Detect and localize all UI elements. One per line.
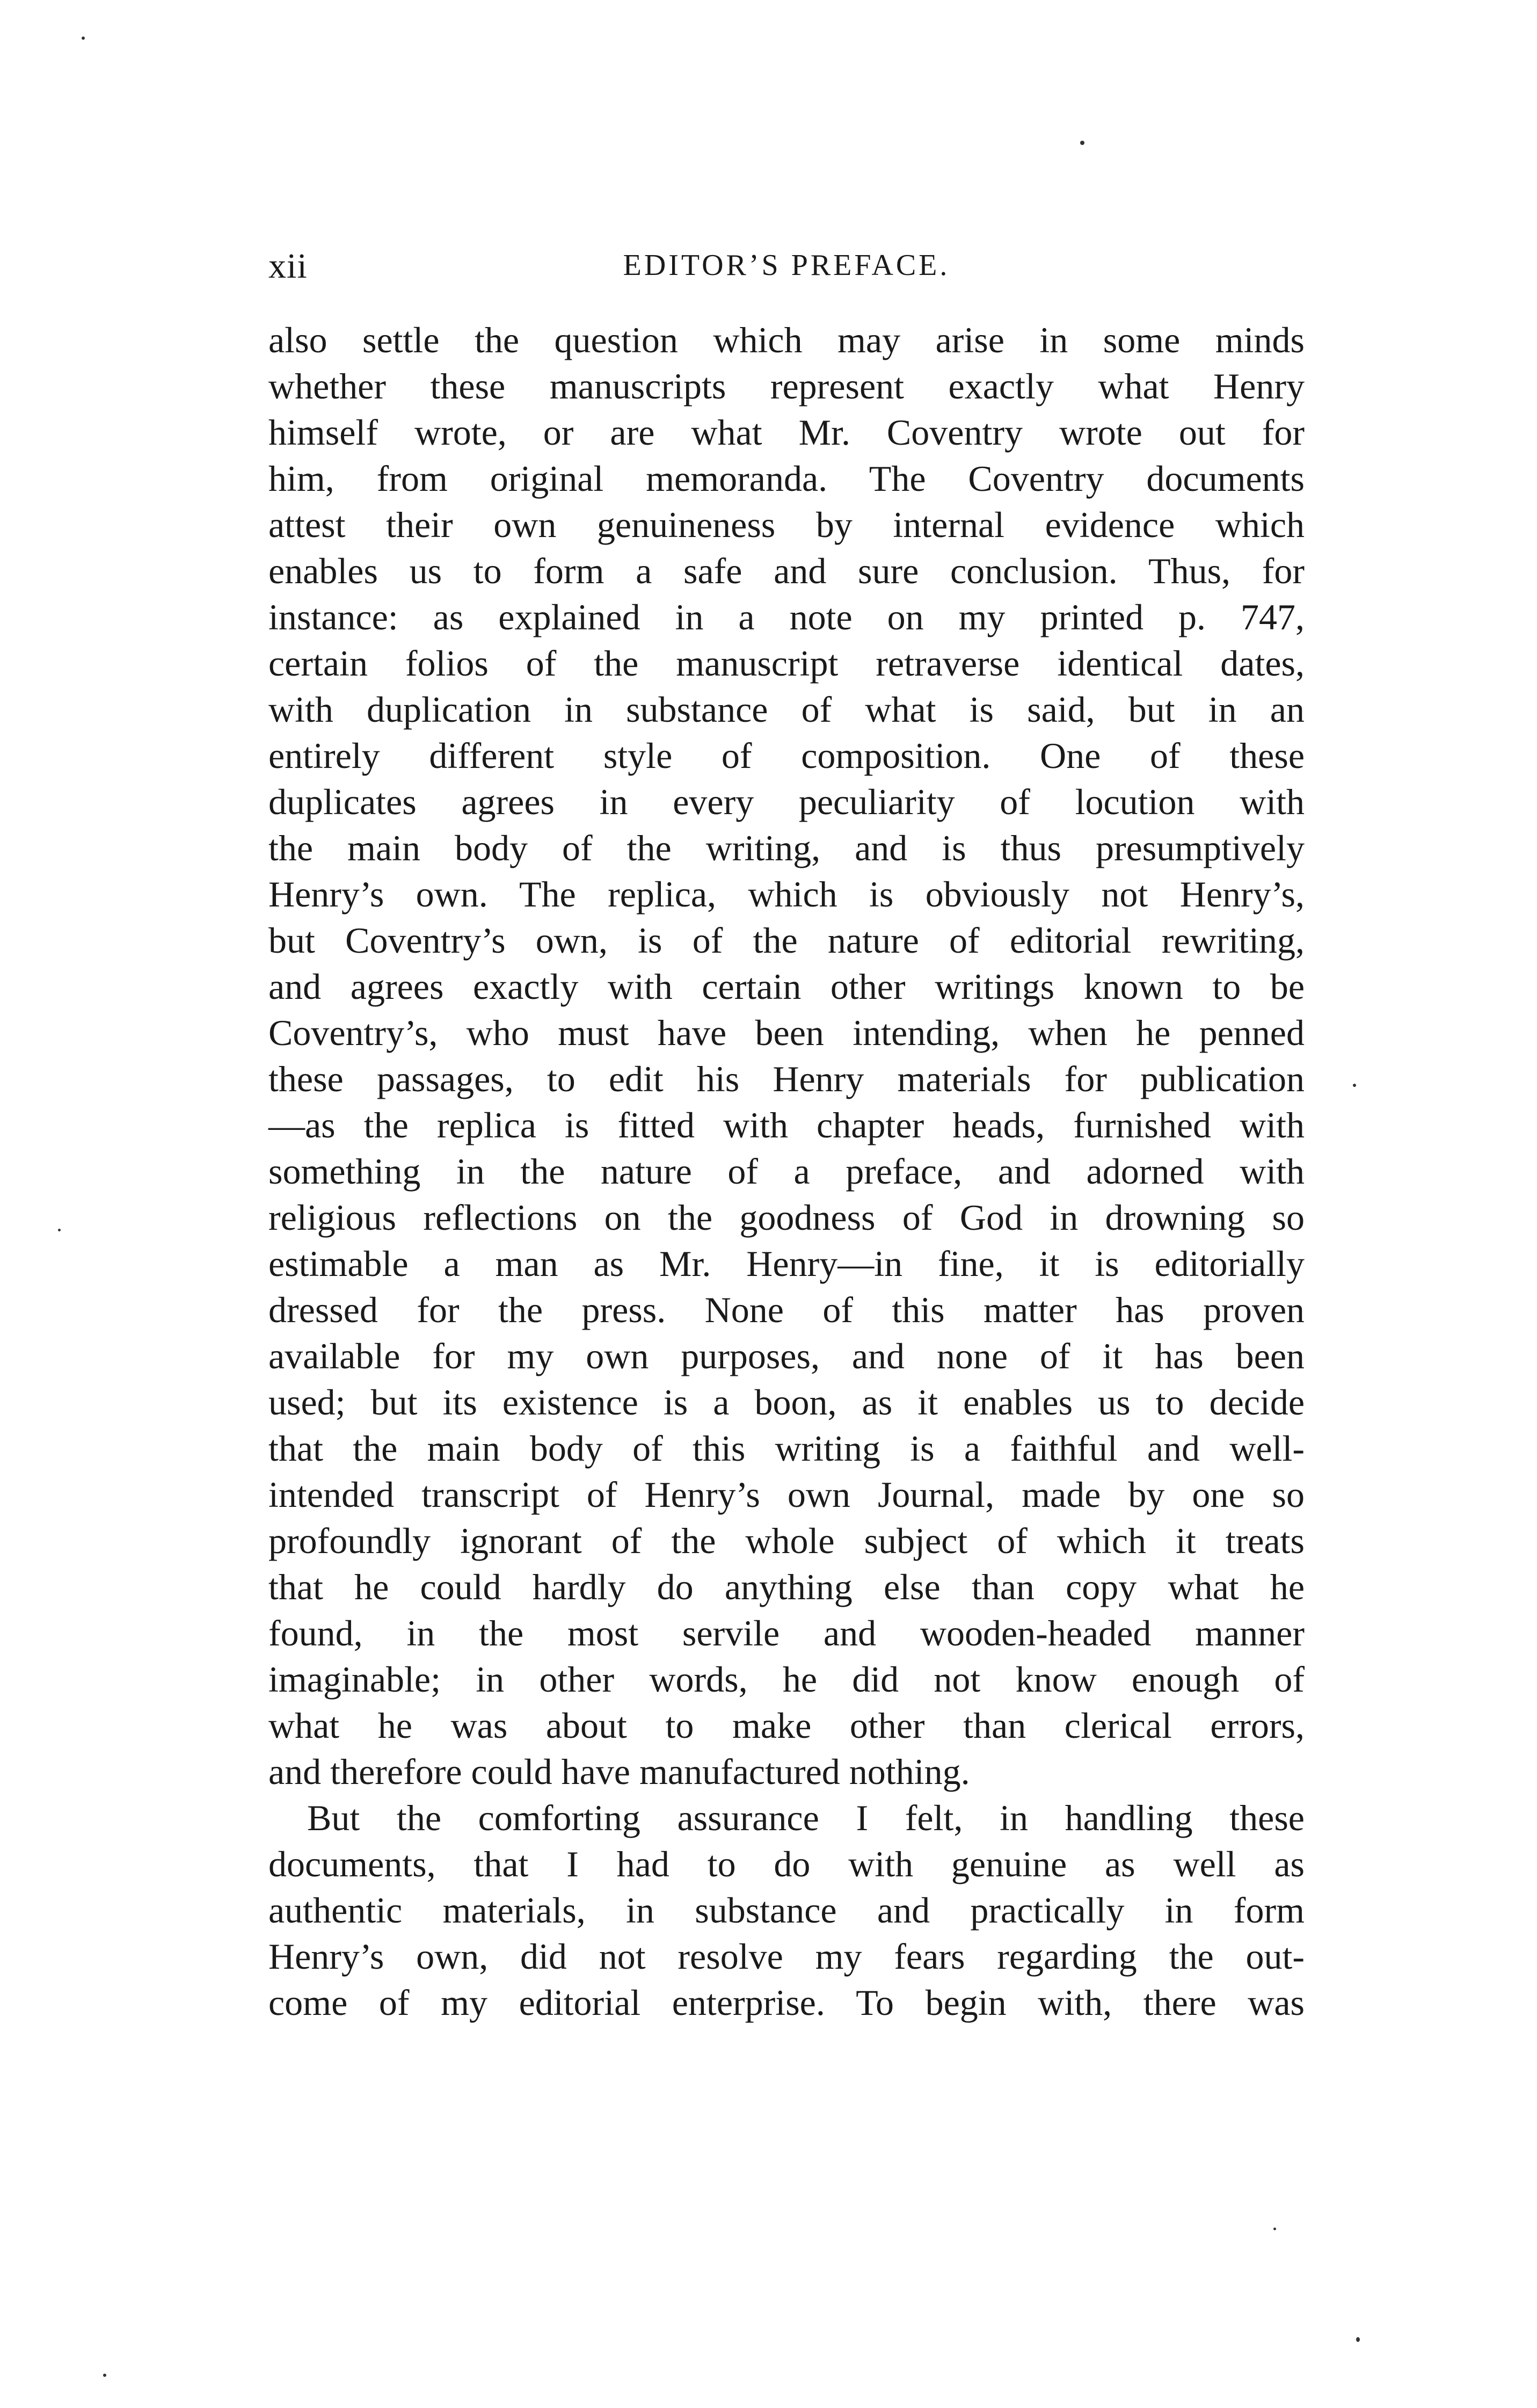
scan-speck xyxy=(58,1229,61,1231)
text-line: himself wrote, or are what Mr. Coventry wrote out for xyxy=(268,412,1305,453)
text-line: used; but its existence is a boon, as it enables us to decide xyxy=(268,1382,1305,1423)
text-line: Henry’s own. The replica, which is obviously not Henry’s, xyxy=(268,874,1305,915)
text-line: and therefore could have manufactured nothing. xyxy=(268,1751,970,1792)
scan-speck xyxy=(82,37,85,40)
text-line: that he could hardly do anything else than copy what he xyxy=(268,1566,1305,1607)
text-line: instance: as explained in a note on my printed p. 747, xyxy=(268,597,1305,637)
scan-speck xyxy=(1273,2228,1276,2230)
text-line: imaginable; in other words, he did not know enough of xyxy=(268,1659,1305,1700)
text-line: him, from original memoranda. The Coventry documents xyxy=(268,458,1305,499)
text-line: with duplication in substance of what is said, but in an xyxy=(268,689,1305,730)
body-text xyxy=(268,317,1305,2026)
text-line: enables us to form a safe and sure conclusion. Thus, for xyxy=(268,550,1305,591)
text-line: but Coventry’s own, is of the nature of editorial rewriting, xyxy=(268,920,1305,961)
scan-speck xyxy=(103,2374,106,2377)
text-line: Henry’s own, did not resolve my fears regarding the out- xyxy=(268,1936,1305,1977)
text-line: that the main body of this writing is a faithful and well- xyxy=(268,1428,1305,1469)
text-line: come of my editorial enterprise. To begin with, there was xyxy=(268,1982,1305,2023)
text-line: estimable a man as Mr. Henry—in fine, it is editorially xyxy=(268,1243,1305,1284)
text-line: available for my own purposes, and none of it has been xyxy=(268,1336,1305,1376)
paragraph-2 xyxy=(268,1795,1305,2026)
text-line: —as the replica is fitted with chapter heads, furnished with xyxy=(268,1105,1305,1145)
scan-speck xyxy=(1080,141,1084,145)
text-line: entirely different style of composition. One of these xyxy=(268,735,1305,776)
text-line: certain folios of the manuscript retraverse identical dates, xyxy=(268,643,1305,684)
running-head: EDITOR’S PREFACE. xyxy=(623,249,950,282)
text-line: attest their own genuineness by internal evidence which xyxy=(268,504,1305,545)
paragraph-1 xyxy=(268,317,1305,1795)
text-line: profoundly ignorant of the whole subject of which it treats xyxy=(268,1520,1305,1561)
text-line: Coventry’s, who must have been intending, when he penned xyxy=(268,1012,1305,1053)
text-line: something in the nature of a preface, and adorned with xyxy=(268,1151,1305,1192)
text-line: religious reflections on the goodness of God in drowning so xyxy=(268,1197,1305,1238)
scan-speck xyxy=(1353,1084,1356,1087)
page-number: xii xyxy=(268,246,308,286)
text-line: But the comforting assurance I felt, in handling these xyxy=(307,1797,1305,1838)
text-line: documents, that I had to do with genuine as well as xyxy=(268,1844,1305,1884)
text-line: duplicates agrees in every peculiarity of locution with xyxy=(268,781,1305,822)
text-line: authentic materials, in substance and practically in form xyxy=(268,1890,1305,1931)
text-line: these passages, to edit his Henry materials for publication xyxy=(268,1058,1305,1099)
page-header xyxy=(268,242,1305,301)
text-line: the main body of the writing, and is thus presumptively xyxy=(268,828,1305,868)
text-line: intended transcript of Henry’s own Journal, made by one so xyxy=(268,1474,1305,1515)
text-line: also settle the question which may arise in some minds xyxy=(268,320,1305,360)
text-line: dressed for the press. None of this matter has proven xyxy=(268,1289,1305,1330)
scan-speck xyxy=(1356,2337,1360,2342)
text-line: whether these manuscripts represent exactly what Henry xyxy=(268,366,1305,407)
text-line: what he was about to make other than clerical errors, xyxy=(268,1705,1305,1746)
text-line: found, in the most servile and wooden-headed manner xyxy=(268,1613,1305,1653)
text-line: and agrees exactly with certain other writings known to be xyxy=(268,966,1305,1007)
